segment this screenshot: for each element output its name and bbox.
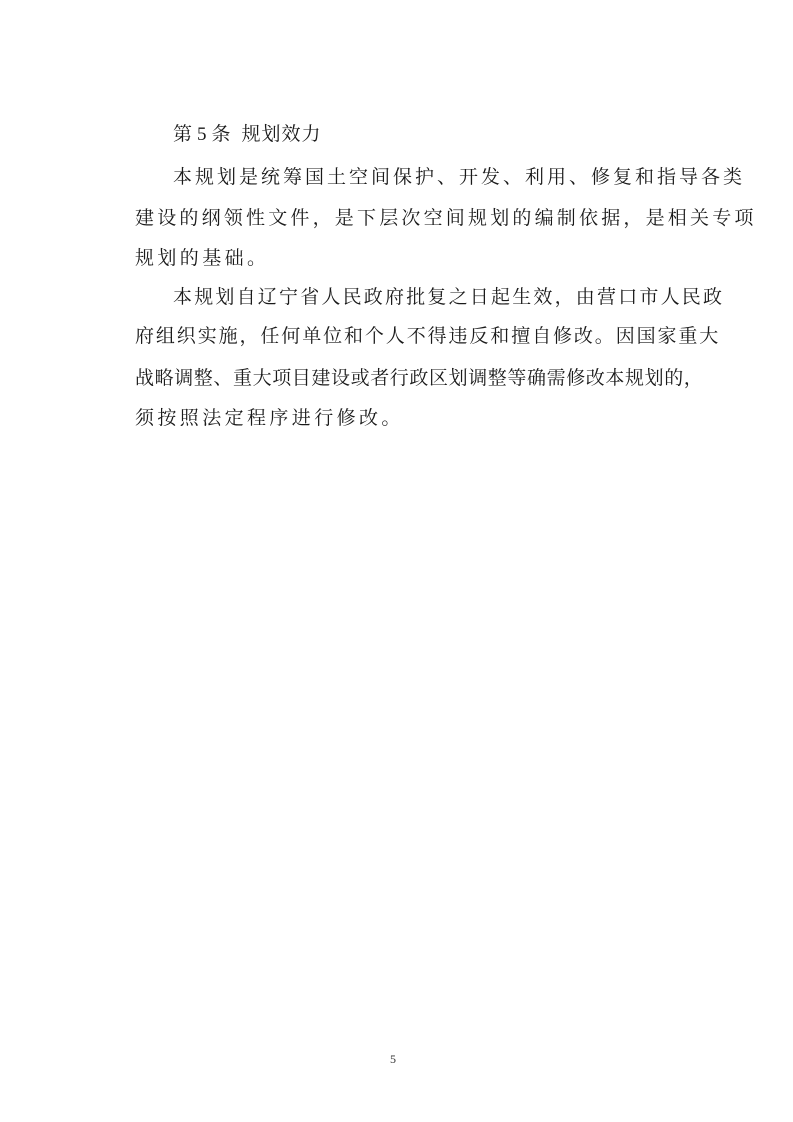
paragraph-line: 战略调整、重大项目建设或者行政区划调整等确需修改本规划的，: [135, 367, 704, 389]
article-title: 规划效力: [241, 123, 322, 145]
paragraph-line: 府组织实施，任何单位和个人不得违反和擅自修改。因国家重大: [135, 325, 721, 347]
article-number: 5: [197, 124, 208, 145]
paragraph-line: 须按照法定程序进行修改。: [135, 407, 404, 429]
article-suffix: 条: [211, 123, 232, 145]
article-prefix: 第: [173, 123, 194, 145]
paragraph-line: 规划的基础。: [135, 247, 270, 269]
paragraph-line: 建设的纲领性文件，是下层次空间规划的编制依据，是相关专项: [135, 207, 757, 229]
paragraph-line: 本规划是统筹国土空间保护、开发、利用、修复和指导各类: [173, 166, 746, 188]
page-number: 5: [390, 1052, 396, 1066]
article-heading: [173, 121, 322, 148]
paragraph-line: 本规划自辽宁省人民政府批复之日起生效，由营口市人民政: [173, 286, 725, 308]
